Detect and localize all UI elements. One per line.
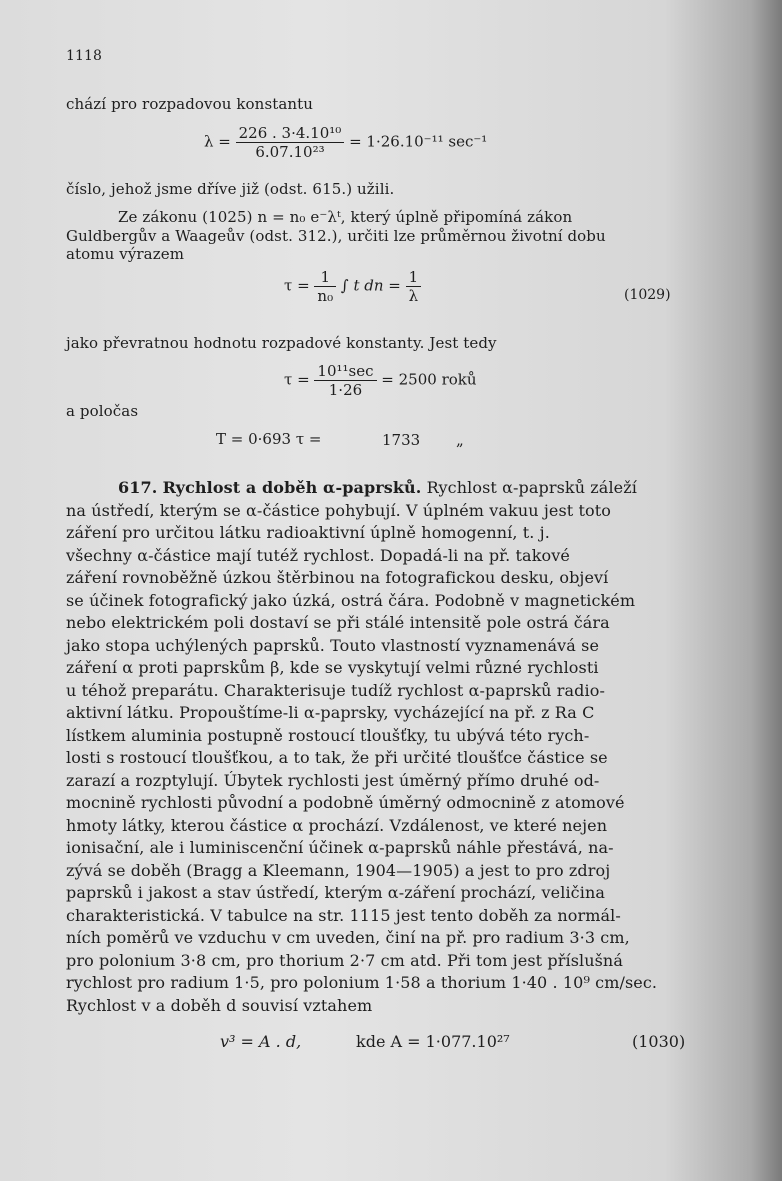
numerator: 1	[406, 268, 422, 287]
eq-expression: T = 0·693 τ =	[216, 430, 322, 448]
text-line: chází pro rozpadovou konstantu	[66, 95, 314, 113]
section-heading	[118, 478, 637, 497]
equation-lambda	[204, 124, 487, 161]
section-title: Rychlost a doběh α-paprsků.	[162, 478, 422, 497]
fraction	[314, 268, 336, 305]
equation-number: (1029)	[624, 287, 671, 303]
integral-expression: ∫ t dn =	[340, 276, 401, 295]
text-line: ních poměrů ve vzduchu v cm uveden, činí na př. pro radium 3·3 cm,	[66, 928, 630, 947]
text-line: záření α proti paprskům β, kde se vyskytují velmi různé rychlosti	[66, 658, 599, 677]
eq-rhs: = 1·26.10⁻¹¹ sec⁻¹	[349, 132, 488, 151]
equation-range: v³ = A . d,	[220, 1032, 302, 1051]
text-line: zarazí a rozptylují. Úbytek rychlosti jest úměrný přímo druhé od-	[66, 771, 600, 790]
text-line: mocnině rychlosti původní a podobně úměrný odmocnině z atomové	[66, 793, 625, 812]
equation-number: (1030)	[632, 1032, 686, 1051]
text-line: paprsků i jakost a stav ústředí, kterým α-záření prochází, veličina	[66, 883, 606, 902]
denominator: 6.07.10²³	[255, 143, 325, 161]
numerator: 226 . 3·4.10¹⁰	[236, 124, 345, 143]
eq-lhs: λ =	[204, 132, 231, 151]
text-line: ionisační, ale i luminiscenční účinek α-paprsků náhle přestává, na-	[66, 838, 614, 857]
text-line: jako převratnou hodnotu rozpadové konstanty. Jest tedy	[66, 334, 497, 352]
text-line: Rychlost v a doběh d souvisí vztahem	[66, 996, 373, 1015]
fraction	[406, 268, 422, 305]
text-line: jako stopa uchýlených paprsků. Touto vlastností vyznamenává se	[66, 636, 600, 655]
text-line: atomu výrazem	[66, 245, 185, 263]
section-number: 617.	[118, 478, 158, 497]
eq-lhs: τ =	[284, 276, 310, 295]
text-line: pro polonium 3·8 cm, pro thorium 2·7 cm atd. Při tom jest příslušná	[66, 951, 623, 970]
page-number: 1118	[66, 48, 103, 64]
equation-tau	[284, 268, 421, 305]
fraction	[314, 362, 376, 399]
text-line: a poločas	[66, 402, 139, 420]
text-line: zývá se doběh (Bragg a Kleemann, 1904—1905) a jest to pro zdroj	[66, 861, 611, 880]
eq-lhs: τ =	[284, 370, 310, 389]
numerator: 10¹¹sec	[314, 362, 376, 381]
equation-constant: kde A = 1·077.10²⁷	[356, 1032, 510, 1051]
text-line: lístkem aluminia postupně rostoucí tloušťky, tu ubývá této rych-	[66, 726, 590, 745]
denominator: 1·26	[328, 381, 363, 399]
text-line: u téhož preparátu. Charakterisuje tudíž rychlost α-paprsků radio-	[66, 681, 605, 700]
half-life-value: 1733	[382, 431, 421, 449]
equation-tau-value	[284, 362, 477, 399]
eq-rhs: = 2500 roků	[381, 370, 477, 389]
text-line: číslo, jehož jsme dříve již (odst. 615.) užili.	[66, 180, 395, 198]
text-line: nebo elektrickém poli dostaví se při stálé intensitě pole ostrá čára	[66, 613, 610, 632]
text-line: Guldbergův a Waageův (odst. 312.), určiti lze průměrnou životní dobu	[66, 227, 606, 245]
text-line: záření rovnoběžně úzkou štěrbinou na fotografickou desku, objeví	[66, 568, 609, 587]
text-line: záření pro určitou látku radioaktivní úplně homogenní, t. j.	[66, 523, 550, 542]
denominator: λ	[408, 287, 419, 305]
text-line: charakteristická. V tabulce na str. 1115 jest tento doběh za normál-	[66, 906, 621, 925]
equation-half-life	[216, 430, 321, 448]
text-line: se účinek fotografický jako úzká, ostrá čára. Podobně v magnetickém	[66, 591, 636, 610]
text-line: hmoty látky, kterou částice α prochází. Vzdálenost, ve které nejen	[66, 816, 608, 835]
fraction	[236, 124, 345, 161]
text-line: losti s rostoucí tloušťkou, a to tak, že při určité tloušťce částice se	[66, 748, 608, 767]
text-line: Ze zákonu (1025) n = n₀ e⁻λᵗ, který úplně připomíná zákon	[118, 208, 573, 226]
numerator: 1	[314, 268, 336, 287]
text-line: na ústředí, kterým se α-částice pohybují. V úplném vakuu jest toto	[66, 501, 612, 520]
ditto-mark: „	[456, 431, 464, 449]
text-line: rychlost pro radium 1·5, pro polonium 1·58 a thorium 1·40 . 10⁹ cm/sec.	[66, 973, 658, 992]
section-first-line: Rychlost α-paprsků záleží	[426, 478, 637, 497]
text-line: všechny α-částice mají tutéž rychlost. Dopadá-li na př. takové	[66, 546, 570, 565]
text-line: aktivní látku. Propouštíme-li α-paprsky, vycházející na př. z Ra C	[66, 703, 595, 722]
denominator: n₀	[317, 287, 334, 305]
